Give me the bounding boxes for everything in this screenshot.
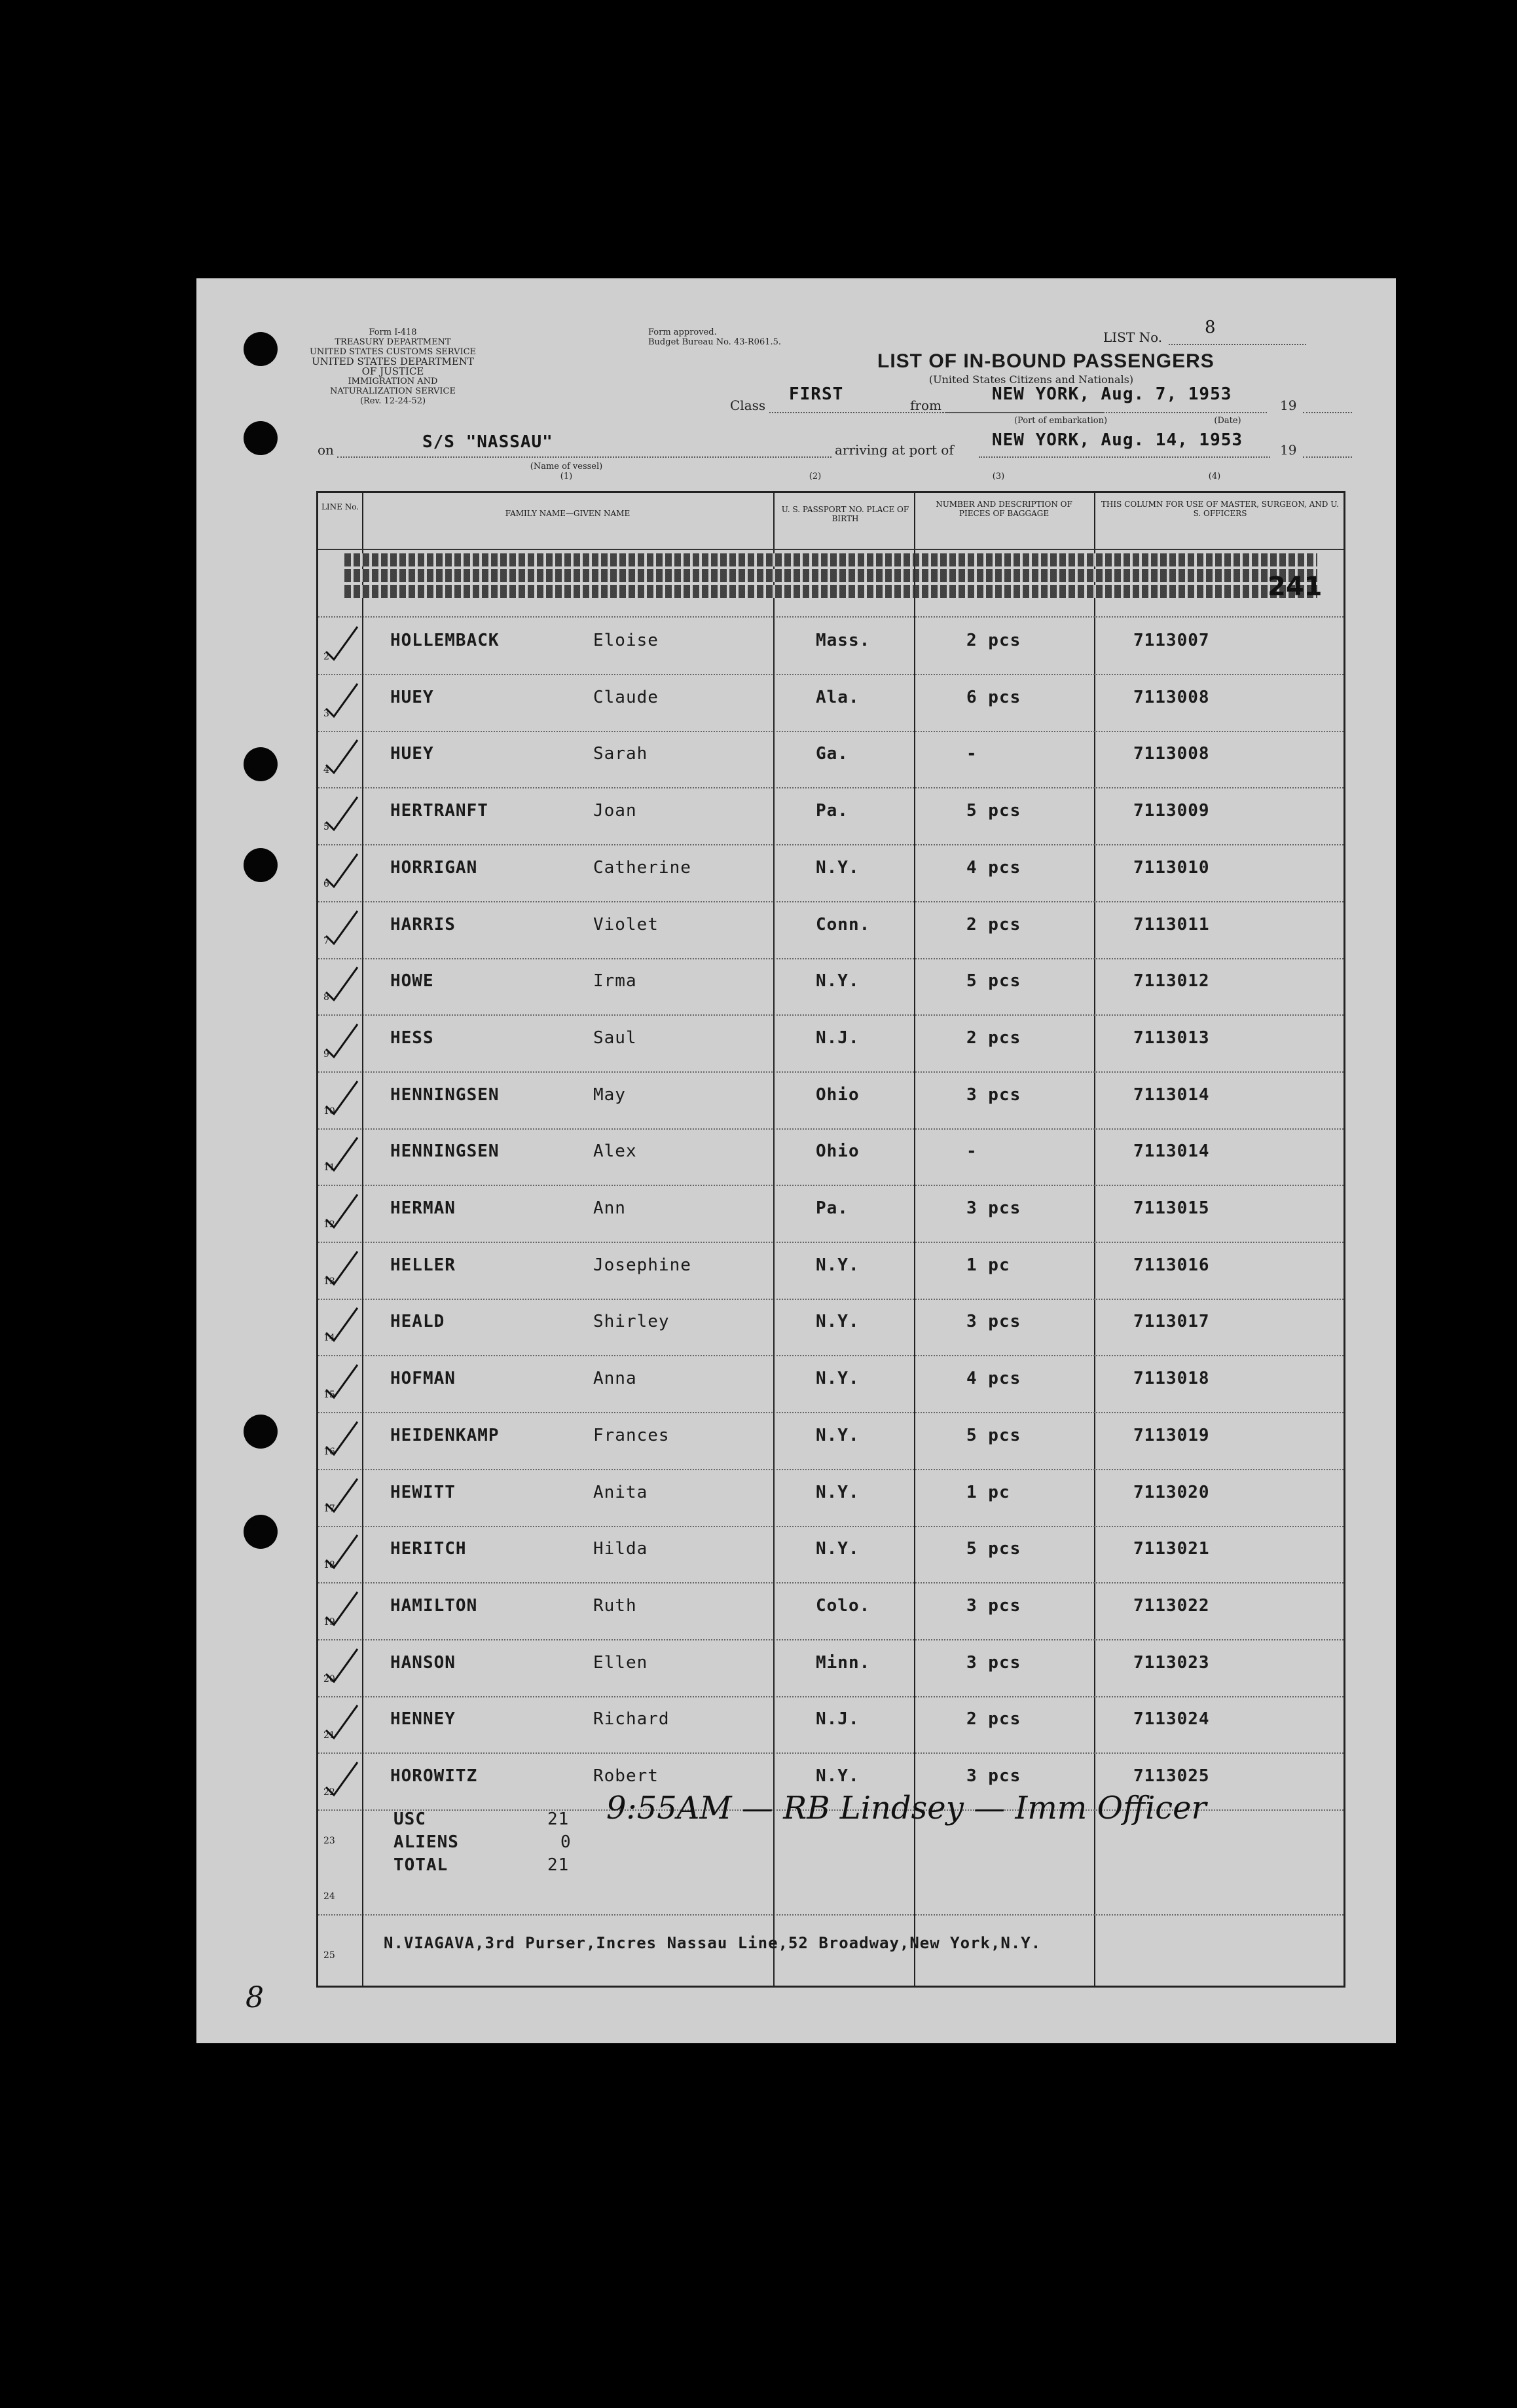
list-no-line xyxy=(1169,344,1306,345)
officer-number: 7113014 xyxy=(1133,1141,1210,1162)
col-num-1: (1) xyxy=(560,472,573,481)
line-number: 14 xyxy=(323,1333,335,1344)
family-name: HUEY xyxy=(390,687,434,707)
line-number: 8 xyxy=(323,992,329,1003)
baggage-count: 3 pcs xyxy=(966,1595,1021,1616)
line-number: 20 xyxy=(323,1673,335,1684)
arriving-label: arriving at port of xyxy=(835,442,954,458)
col-header-name: FAMILY NAME—GIVEN NAME xyxy=(505,509,631,518)
passenger-table xyxy=(316,491,1345,1988)
place-of-birth: N.Y. xyxy=(816,857,860,878)
table-row xyxy=(318,845,1343,902)
year-label-2: 19 xyxy=(1280,442,1297,458)
given-name: May xyxy=(593,1084,626,1105)
family-name: HEWITT xyxy=(390,1482,456,1502)
check-mark-icon xyxy=(321,736,360,775)
place-of-birth: N.Y. xyxy=(816,1369,860,1389)
check-mark-icon xyxy=(321,1475,360,1514)
line-number: 5 xyxy=(323,822,329,833)
given-name: Frances xyxy=(593,1425,670,1445)
col-num-2: (2) xyxy=(809,472,822,481)
baggage-count: 5 pcs xyxy=(966,801,1021,821)
family-name: HEIDENKAMP xyxy=(390,1425,500,1445)
from-label: from xyxy=(910,398,941,413)
col-header-line: LINE No. xyxy=(321,502,359,511)
line-number: 6 xyxy=(323,878,329,889)
table-row xyxy=(318,1015,1343,1073)
place-of-birth: Ohio xyxy=(816,1141,860,1162)
table-row xyxy=(318,1299,1343,1356)
place-of-birth: Minn. xyxy=(816,1652,871,1673)
check-mark-icon xyxy=(321,1701,360,1741)
baggage-count: 1 pc xyxy=(966,1255,1010,1275)
vessel-label-text: (Name of vessel) xyxy=(530,462,603,472)
family-name: HOLLEMBACK xyxy=(390,631,500,650)
line-number: 2 xyxy=(323,652,329,662)
line-number: 23 xyxy=(323,1836,335,1846)
table-row xyxy=(318,731,1343,788)
officer-number: 7113009 xyxy=(1133,801,1210,821)
line-number: 4 xyxy=(323,765,329,776)
given-name: Catherine xyxy=(593,857,691,878)
family-name: HERTRANFT xyxy=(390,801,488,821)
table-row xyxy=(318,1583,1343,1640)
given-name: Anita xyxy=(593,1482,648,1502)
place-of-birth: N.J. xyxy=(816,1709,860,1730)
officer-number: 7113007 xyxy=(1133,631,1210,650)
baggage-count: 2 pcs xyxy=(966,914,1021,935)
table-row xyxy=(318,1128,1343,1186)
page-subtitle: (United States Citizens and Nationals) xyxy=(928,373,1134,386)
baggage-count: - xyxy=(966,744,978,764)
baggage-count: - xyxy=(966,1141,978,1162)
total-label: TOTAL xyxy=(393,1855,448,1875)
family-name: HUEY xyxy=(390,744,434,764)
date-label: (Date) xyxy=(1214,416,1241,426)
table-row xyxy=(318,1413,1343,1470)
check-mark-icon xyxy=(321,907,360,946)
table-row xyxy=(318,1526,1343,1584)
place-of-birth: Pa. xyxy=(816,1198,849,1218)
baggage-count: 1 pc xyxy=(966,1482,1010,1502)
family-name: HERMAN xyxy=(390,1198,456,1218)
from-value: NEW YORK, Aug. 7, 1953 xyxy=(992,384,1232,404)
line-number: 9 xyxy=(323,1048,329,1060)
officer-number: 7113021 xyxy=(1133,1539,1210,1559)
line-number: 11 xyxy=(323,1162,335,1174)
line-number: 13 xyxy=(323,1276,335,1287)
baggage-count: 4 pcs xyxy=(966,1369,1021,1389)
annotation-241: 241 xyxy=(1268,572,1323,602)
family-name: HAMILTON xyxy=(390,1595,478,1616)
form-agency-block xyxy=(308,327,478,406)
family-name: HELLER xyxy=(390,1255,456,1275)
on-label: on xyxy=(318,442,334,458)
list-no-value: 8 xyxy=(1205,318,1216,337)
given-name: Saul xyxy=(593,1028,637,1048)
vessel-line xyxy=(337,456,832,458)
officer-number: 7113011 xyxy=(1133,914,1210,935)
place-of-birth: Conn. xyxy=(816,914,871,935)
baggage-count: 3 pcs xyxy=(966,1766,1021,1786)
punch-hole xyxy=(244,1415,278,1449)
place-of-birth: N.Y. xyxy=(816,1255,860,1275)
check-mark-icon xyxy=(321,793,360,832)
baggage-count: 2 pcs xyxy=(966,631,1021,650)
arriving-line xyxy=(979,456,1270,458)
vessel-name: S/S "NASSAU" xyxy=(422,432,553,452)
justice-label: UNITED STATES DEPARTMENT OF JUSTICE xyxy=(312,356,474,377)
place-of-birth: Mass. xyxy=(816,631,871,650)
usc-label: USC xyxy=(393,1809,426,1829)
table-row xyxy=(318,1356,1343,1413)
class-value: FIRST xyxy=(789,384,844,404)
family-name: HOROWITZ xyxy=(390,1766,478,1786)
family-name: HORRIGAN xyxy=(390,857,478,878)
struck-row xyxy=(318,551,1343,618)
officer-number: 7113012 xyxy=(1133,971,1210,991)
family-name: HENNEY xyxy=(390,1709,456,1730)
family-name: HANSON xyxy=(390,1652,456,1673)
given-name: Eloise xyxy=(593,631,659,650)
table-row xyxy=(318,1696,1343,1754)
table-row xyxy=(318,675,1343,732)
vessel-name-label xyxy=(514,462,619,481)
table-row xyxy=(318,1640,1343,1697)
purser-line: N.VIAGAVA,3rd Purser,Incres Nassau Line,52 Broadway,New York,N.Y. xyxy=(384,1934,1042,1952)
officer-number: 7113010 xyxy=(1133,857,1210,878)
place-of-birth: Ala. xyxy=(816,687,860,707)
baggage-count: 5 pcs xyxy=(966,1539,1021,1559)
given-name: Joan xyxy=(593,801,637,821)
given-name: Hilda xyxy=(593,1539,648,1559)
officer-number: 7113008 xyxy=(1133,744,1210,764)
officer-number: 7113018 xyxy=(1133,1369,1210,1389)
line-number: 12 xyxy=(323,1219,335,1230)
col-num-3: (3) xyxy=(992,472,1005,481)
given-name: Irma xyxy=(593,971,637,991)
strike-mark xyxy=(344,553,1317,566)
check-mark-icon xyxy=(321,1304,360,1343)
family-name: HENNINGSEN xyxy=(390,1084,500,1105)
page-title: LIST OF IN-BOUND PASSENGERS xyxy=(877,350,1215,372)
given-name: Alex xyxy=(593,1141,637,1162)
check-mark-icon xyxy=(321,1531,360,1570)
place-of-birth: Ohio xyxy=(816,1084,860,1105)
check-mark-icon xyxy=(321,1758,360,1798)
line-number: 22 xyxy=(323,1787,335,1798)
treasury-label: TREASURY DEPARTMENT xyxy=(335,337,451,347)
col-header-baggage: NUMBER AND DESCRIPTION OF PIECES OF BAGGAGE xyxy=(936,500,1072,518)
col-header-passport: U. S. PASSPORT NO. PLACE OF BIRTH xyxy=(781,505,909,523)
officer-number: 7113013 xyxy=(1133,1028,1210,1048)
officer-number: 7113016 xyxy=(1133,1255,1210,1275)
baggage-count: 5 pcs xyxy=(966,971,1021,991)
officer-number: 7113015 xyxy=(1133,1198,1210,1218)
baggage-count: 3 pcs xyxy=(966,1312,1021,1332)
line-number: 21 xyxy=(323,1730,335,1741)
place-of-birth: N.Y. xyxy=(816,1425,860,1445)
family-name: HEALD xyxy=(390,1312,445,1332)
given-name: Ann xyxy=(593,1198,626,1218)
given-name: Anna xyxy=(593,1369,637,1389)
line-number: 10 xyxy=(323,1105,335,1117)
budget-bureau: Budget Bureau No. 43-R061.5. xyxy=(648,337,782,347)
family-name: HESS xyxy=(390,1028,434,1048)
punch-hole xyxy=(244,848,278,882)
baggage-count: 2 pcs xyxy=(966,1709,1021,1730)
officer-number: 7113020 xyxy=(1133,1482,1210,1502)
given-name: Josephine xyxy=(593,1255,691,1275)
check-mark-icon xyxy=(321,1077,360,1117)
baggage-count: 3 pcs xyxy=(966,1198,1021,1218)
check-mark-icon xyxy=(321,623,360,662)
given-name: Ellen xyxy=(593,1652,648,1673)
list-no-label: LIST No. xyxy=(1103,329,1163,345)
punch-hole xyxy=(244,747,278,781)
baggage-count: 4 pcs xyxy=(966,857,1021,878)
check-mark-icon xyxy=(321,1248,360,1287)
table-row xyxy=(318,1242,1343,1300)
place-of-birth: N.Y. xyxy=(816,1482,860,1502)
arriving-value: NEW YORK, Aug. 14, 1953 xyxy=(992,430,1243,450)
officer-number: 7113024 xyxy=(1133,1709,1210,1730)
family-name: HOFMAN xyxy=(390,1369,456,1389)
port-embark-label: (Port of embarkation) xyxy=(1014,416,1108,426)
officer-number: 7113014 xyxy=(1133,1084,1210,1105)
check-mark-icon xyxy=(321,680,360,719)
aliens-count: 0 xyxy=(560,1832,572,1852)
officer-number: 7113025 xyxy=(1133,1766,1210,1786)
family-name: HERITCH xyxy=(390,1539,467,1559)
header-rule xyxy=(318,549,1343,550)
baggage-count: 5 pcs xyxy=(966,1425,1021,1445)
line-number: 15 xyxy=(323,1390,335,1401)
given-name: Robert xyxy=(593,1766,659,1786)
total-count: 21 xyxy=(547,1855,570,1875)
line-number: 19 xyxy=(323,1616,335,1627)
place-of-birth: N.Y. xyxy=(816,971,860,991)
revision-label: (Rev. 12-24-52) xyxy=(359,396,426,406)
officer-number: 7113023 xyxy=(1133,1652,1210,1673)
col-header-officers: THIS COLUMN FOR USE OF MASTER, SURGEON, AND U. S. OFFICERS xyxy=(1101,500,1340,518)
line-number: 18 xyxy=(323,1560,335,1571)
place-of-birth: N.J. xyxy=(816,1028,860,1048)
check-mark-icon xyxy=(321,1191,360,1230)
form-approved: Form approved. xyxy=(648,327,717,337)
place-of-birth: Colo. xyxy=(816,1595,871,1616)
line-number: 3 xyxy=(323,708,329,719)
handwritten-signoff: 9:55AM — RB Lindsey — Imm Officer xyxy=(606,1790,1207,1826)
customs-label: UNITED STATES CUSTOMS SERVICE xyxy=(309,347,477,357)
check-mark-icon xyxy=(321,1645,360,1684)
table-row xyxy=(318,902,1343,959)
officer-number: 7113017 xyxy=(1133,1312,1210,1332)
baggage-count: 3 pcs xyxy=(966,1084,1021,1105)
family-name: HENNINGSEN xyxy=(390,1141,500,1162)
given-name: Claude xyxy=(593,687,659,707)
from-line xyxy=(943,412,1267,413)
officer-number: 7113022 xyxy=(1133,1595,1210,1616)
given-name: Violet xyxy=(593,914,659,935)
check-mark-icon xyxy=(321,1020,360,1060)
aliens-label: ALIENS xyxy=(393,1832,459,1852)
line-number: 25 xyxy=(323,1950,335,1961)
check-mark-icon xyxy=(321,963,360,1003)
line-number: 17 xyxy=(323,1503,335,1514)
line-number: 16 xyxy=(323,1446,335,1457)
approval-block xyxy=(648,327,799,347)
manifest-sheet xyxy=(196,278,1396,2043)
officer-number: 7113019 xyxy=(1133,1425,1210,1445)
given-name: Shirley xyxy=(593,1312,670,1332)
place-of-birth: Pa. xyxy=(816,801,849,821)
table-row xyxy=(318,788,1343,845)
check-mark-icon xyxy=(321,1418,360,1457)
place-of-birth: N.Y. xyxy=(816,1312,860,1332)
given-name: Richard xyxy=(593,1709,670,1730)
strike-mark xyxy=(344,569,1317,582)
usc-count: 21 xyxy=(547,1809,570,1829)
margin-note: 8 xyxy=(246,1981,264,2014)
family-name: HOWE xyxy=(390,971,434,991)
place-of-birth: N.Y. xyxy=(816,1539,860,1559)
line-number: 24 xyxy=(323,1891,335,1902)
ins-label: IMMIGRATION AND NATURALIZATION SERVICE xyxy=(330,377,456,396)
punch-hole xyxy=(244,332,278,366)
line-number: 7 xyxy=(323,935,329,946)
place-of-birth: Ga. xyxy=(816,744,849,764)
baggage-count: 2 pcs xyxy=(966,1028,1021,1048)
punch-hole xyxy=(244,421,278,455)
check-mark-icon xyxy=(321,850,360,889)
given-name: Sarah xyxy=(593,744,648,764)
year-line xyxy=(1303,412,1352,413)
check-mark-icon xyxy=(321,1361,360,1400)
baggage-count: 3 pcs xyxy=(966,1652,1021,1673)
baggage-count: 6 pcs xyxy=(966,687,1021,707)
table-row xyxy=(318,1072,1343,1130)
strike-mark xyxy=(344,585,1317,598)
row-rule xyxy=(318,1914,1343,1916)
year-label: 19 xyxy=(1280,398,1297,413)
table-row xyxy=(318,1185,1343,1243)
place-of-birth: N.Y. xyxy=(816,1766,860,1786)
year-line-2 xyxy=(1303,456,1352,458)
table-row xyxy=(318,1470,1343,1527)
check-mark-icon xyxy=(321,1134,360,1173)
table-row xyxy=(318,618,1343,675)
given-name: Ruth xyxy=(593,1595,637,1616)
punch-hole xyxy=(244,1515,278,1549)
family-name: HARRIS xyxy=(390,914,456,935)
class-label: Class xyxy=(730,398,766,413)
officer-number: 7113008 xyxy=(1133,687,1210,707)
check-mark-icon xyxy=(321,1588,360,1627)
form-number: Form I-418 xyxy=(369,327,417,337)
col-num-4: (4) xyxy=(1208,472,1221,481)
table-row xyxy=(318,958,1343,1016)
